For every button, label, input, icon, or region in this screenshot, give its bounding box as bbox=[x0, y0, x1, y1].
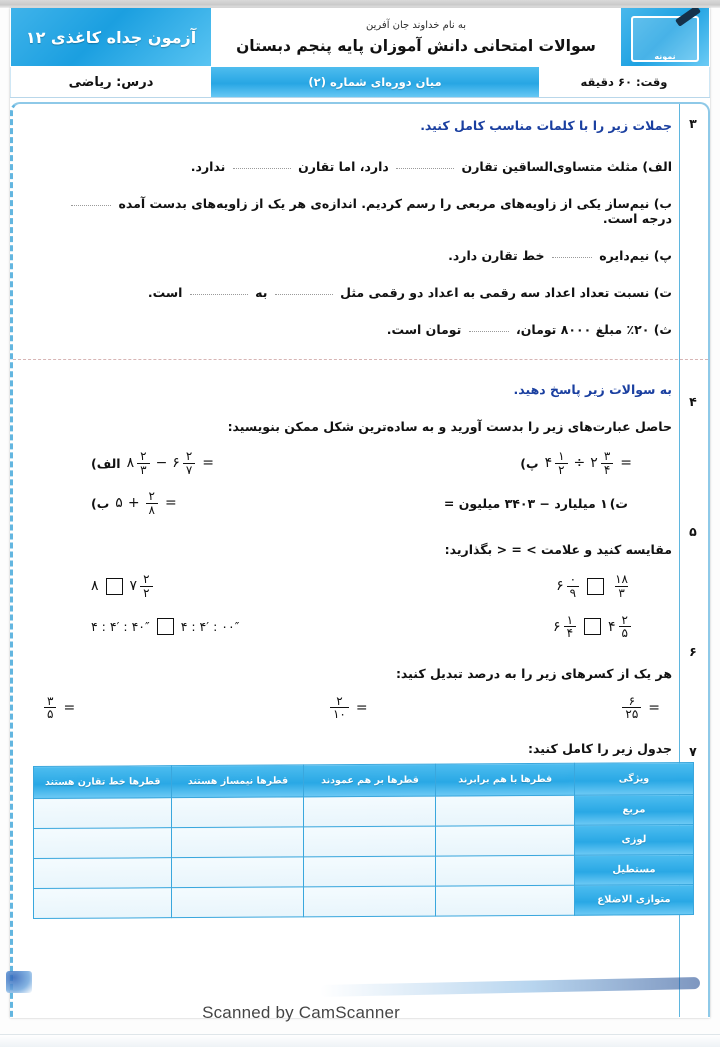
q6-number: ۶ bbox=[689, 644, 697, 659]
q3-title: جملات زیر را با کلمات مناسب کامل کنید. bbox=[420, 118, 672, 133]
q3-pe-text-2: خط تقارن دارد. bbox=[448, 248, 545, 263]
q5-r2-answer-box[interactable] bbox=[584, 618, 601, 635]
q3-be-text-1: ب) نیم‌ساز یکی از زاویه‌های مربعی را رسم کردیم. اندازه‌ی هر یک از زاویه‌های بدست آمده bbox=[118, 196, 672, 211]
q4-be-equals: = bbox=[165, 495, 177, 512]
q6-f1-den: ۵ bbox=[44, 707, 56, 721]
q4-pe-num-1: ۱ bbox=[558, 449, 565, 463]
page-title: سوالات امتحانی دانش آموزان پایه پنجم دبستان bbox=[236, 36, 596, 55]
q4-alef-equals: = bbox=[202, 455, 215, 472]
q5-l2-right-time: ۴ : ۴′ : ۰۰″ bbox=[180, 619, 240, 635]
q5-compare-row-2 bbox=[31, 614, 672, 640]
q6-frac-2 bbox=[330, 695, 349, 721]
table-cell[interactable] bbox=[436, 855, 574, 886]
q5-r2-right-num: ۱ bbox=[566, 612, 574, 627]
publisher-logo bbox=[621, 8, 710, 66]
q6-f2-equals: = bbox=[355, 699, 368, 716]
table-cell[interactable] bbox=[172, 827, 304, 858]
q4-expr-pe bbox=[520, 450, 632, 476]
q4-pe-num-2: ۳ bbox=[603, 449, 611, 463]
table-col-equal: قطرها با هم برابرند bbox=[436, 763, 574, 796]
q3-number: ۳ bbox=[689, 116, 697, 131]
q5-title: مقایسه کنید و علامت > = < بگذارید: bbox=[444, 542, 672, 558]
q6-f1-num: ۳ bbox=[47, 693, 54, 708]
table-cell[interactable] bbox=[436, 795, 574, 826]
table-cell[interactable] bbox=[436, 885, 574, 916]
q5-compare-row-1 bbox=[31, 573, 672, 599]
q5-r1-right-frac bbox=[567, 573, 579, 599]
table-cell[interactable] bbox=[304, 796, 436, 827]
header-row-secondary bbox=[10, 66, 710, 97]
q3-item-be bbox=[31, 196, 672, 226]
table-cell[interactable] bbox=[172, 797, 304, 828]
q4-be-num: ۲ bbox=[148, 489, 155, 504]
q5-r2-right-den: ۴ bbox=[564, 626, 576, 640]
scanned-by-watermark: Scanned by CamScanner bbox=[202, 1003, 400, 1022]
table-cell[interactable] bbox=[304, 856, 436, 887]
q5-l2-left-time: ۴ : ۴′ : ۴۰″ bbox=[91, 619, 150, 635]
exam-header bbox=[10, 8, 710, 98]
q5-r1-right-whole: ۶ bbox=[556, 578, 564, 595]
q4-alef-den-1: ۳ bbox=[137, 463, 149, 477]
q4-te-label: ت) bbox=[609, 495, 628, 511]
q5-r1-left-frac bbox=[612, 573, 631, 599]
table-header-row bbox=[34, 762, 694, 798]
table-cell[interactable] bbox=[172, 887, 304, 918]
q3-te-text-2: به bbox=[255, 285, 268, 300]
q4-alef-label: الف) bbox=[91, 455, 121, 471]
q4-be-den: ۸ bbox=[146, 503, 158, 517]
q5-number: ۵ bbox=[689, 524, 697, 539]
q5-compare-left-2 bbox=[91, 618, 239, 635]
q3-se-blank[interactable] bbox=[469, 331, 509, 332]
table-row-label-rhombus: لوزی bbox=[574, 824, 693, 855]
q3-pe-text-1: پ) نیم‌دایره bbox=[599, 248, 672, 263]
q3-item-se bbox=[31, 322, 672, 337]
q4-te-text: ۱ میلیارد − ۳۴۰۳ میلیون = bbox=[443, 495, 608, 511]
logo-word: نمونه bbox=[654, 52, 676, 61]
q4-pe-operator: ÷ bbox=[573, 455, 586, 472]
q4-alef-frac-2 bbox=[183, 450, 195, 476]
q6-fraction-3 bbox=[621, 695, 660, 721]
q5-l1-left-whole: ۸ bbox=[91, 578, 99, 595]
answers-content bbox=[13, 382, 708, 756]
q5-compare-right-1 bbox=[556, 573, 632, 599]
table-cell[interactable] bbox=[172, 857, 304, 888]
q4-be-whole-1: ۵ bbox=[115, 495, 123, 512]
table-cell[interactable] bbox=[34, 798, 172, 829]
q7-table-wrap bbox=[13, 764, 708, 917]
q5-l1-right-den: ۲ bbox=[140, 586, 152, 600]
q3-alef-text-2: دارد، اما تقارن bbox=[298, 159, 389, 174]
q4-alef-whole-2: ۶ bbox=[172, 455, 180, 472]
q6-f3-equals: = bbox=[648, 699, 660, 716]
q3-alef-blank-2[interactable] bbox=[233, 168, 291, 169]
q3-te-blank-2[interactable] bbox=[190, 294, 248, 295]
q4-expr-be bbox=[91, 490, 177, 516]
section-divider bbox=[13, 359, 708, 360]
table-row-label-rectangle: مستطیل bbox=[574, 854, 693, 885]
q3-be-text-2: درجه است. bbox=[602, 211, 672, 226]
table-col-symmetry: قطرها خط تقارن هستند bbox=[34, 766, 172, 799]
table-body bbox=[34, 794, 694, 918]
q5-compare-left-1 bbox=[91, 573, 154, 599]
q5-compare-right-2 bbox=[553, 614, 632, 640]
q3-te-blank-1[interactable] bbox=[275, 294, 333, 295]
q4-pe-equals: = bbox=[620, 455, 632, 472]
q4-pe-whole-2: ۲ bbox=[590, 455, 598, 472]
table-cell[interactable] bbox=[34, 828, 172, 859]
q5-l2-answer-box[interactable] bbox=[157, 618, 174, 635]
q4-alef-operator: − bbox=[155, 455, 168, 472]
q6-f2-den: ۱۰ bbox=[330, 707, 349, 721]
q4-pe-whole-1: ۴ bbox=[544, 455, 553, 472]
q5-r2-right-frac bbox=[564, 614, 576, 640]
q4-expr-row-2 bbox=[31, 490, 672, 516]
q3-alef-text-3: ندارد. bbox=[190, 159, 226, 174]
q3-te-text-1: ت) نسبت تعداد اعداد سه رقمی به اعداد دو رقمی مثل bbox=[340, 285, 672, 300]
table-cell[interactable] bbox=[34, 888, 172, 919]
q6-f2-num: ۲ bbox=[336, 693, 343, 708]
shape-properties-table bbox=[33, 762, 694, 919]
exam-subject: درس: ریاضی bbox=[10, 67, 211, 97]
exam-duration: وقت: ۶۰ دقیقه bbox=[539, 67, 710, 97]
q5-r1-right-num: ۰ bbox=[569, 572, 577, 587]
table-head bbox=[34, 762, 694, 798]
table-col-bisector: قطرها نیمساز هستند bbox=[172, 765, 304, 798]
q4-title: حاصل عبارت‌های زیر را بدست آورید و به ساده‌ترین شکل ممکن بنویسید: bbox=[227, 419, 672, 434]
q5-r2-left-whole: ۴ bbox=[608, 618, 616, 635]
table-cell[interactable] bbox=[34, 858, 172, 889]
q6-fraction-1 bbox=[43, 695, 75, 721]
q6-frac-1 bbox=[44, 695, 56, 721]
exam-period: میان دوره‌ای شماره (۲) bbox=[211, 67, 539, 97]
q4-alef-den-2: ۷ bbox=[183, 463, 195, 477]
q5-r1-answer-box[interactable] bbox=[587, 578, 604, 595]
q3-alef-text-1: الف) مثلث متساوی‌الساقین تقارن bbox=[461, 159, 672, 174]
q4-pe-frac-1 bbox=[555, 450, 567, 476]
table-cell[interactable] bbox=[304, 826, 436, 857]
q4-expr-row-1 bbox=[31, 450, 672, 476]
table-col-perp: قطرها بر هم عمودند bbox=[304, 764, 436, 797]
questions-content bbox=[13, 118, 708, 337]
q5-r1-right-den: ۹ bbox=[567, 586, 579, 600]
q5-r1-left-den: ۳ bbox=[615, 586, 627, 600]
q3-item-alef bbox=[31, 159, 672, 174]
table-cell[interactable] bbox=[304, 886, 436, 917]
q7-number: ۷ bbox=[689, 744, 697, 759]
scan-footer bbox=[0, 1001, 720, 1033]
q5-r1-left-num: ۱۸ bbox=[615, 572, 628, 587]
q5-l1-right-num: ۲ bbox=[143, 572, 150, 587]
q4-pe-frac-2 bbox=[601, 450, 613, 476]
q3-se-text-1: ث) ۲۰٪ مبلغ ۸۰۰۰ تومان، bbox=[516, 322, 672, 337]
exam-badge: آزمون جداه کاغذی ۱۲ bbox=[10, 8, 211, 66]
q6-f1-equals: = bbox=[63, 699, 76, 716]
table-col-feature: ویژگی bbox=[574, 762, 693, 795]
q5-r2-right-whole: ۶ bbox=[553, 618, 561, 635]
q6-f3-den: ۲۵ bbox=[622, 707, 641, 721]
q3-se-text-2: تومان است. bbox=[386, 322, 462, 337]
table-row bbox=[34, 824, 694, 858]
q4-pe-den-1: ۲ bbox=[555, 463, 567, 477]
q6-fraction-2 bbox=[329, 695, 368, 721]
answer-section-heading: به سوالات زیر پاسخ دهید. bbox=[513, 382, 672, 397]
bismillah-line: به نام خداوند جان آفرین bbox=[366, 19, 466, 31]
table-row bbox=[34, 794, 694, 828]
q4-alef-num-2: ۲ bbox=[185, 449, 193, 463]
q4-pe-den-2: ۴ bbox=[601, 463, 613, 477]
q6-f3-num: ۶ bbox=[628, 693, 636, 708]
table-row-label-square: مربع bbox=[574, 794, 693, 825]
q4-be-frac bbox=[146, 490, 158, 516]
q4-number: ۴ bbox=[689, 394, 697, 409]
q5-l1-answer-box[interactable] bbox=[106, 578, 123, 595]
q4-pe-label: پ) bbox=[520, 455, 539, 471]
q5-l1-right-frac bbox=[140, 573, 152, 599]
table-cell[interactable] bbox=[436, 825, 574, 856]
header-row-primary bbox=[10, 8, 710, 66]
scan-smudge-left bbox=[6, 971, 32, 993]
table-row-label-parallelogram: متوازی الاضلاع bbox=[574, 884, 693, 915]
top-grey-strip bbox=[0, 0, 720, 8]
scanned-sheet bbox=[10, 8, 710, 1018]
q3-alef-blank-1[interactable] bbox=[396, 168, 454, 169]
q4-be-label: ب) bbox=[91, 495, 110, 511]
q3-item-te bbox=[31, 285, 672, 300]
q5-l1-right-whole: ۷ bbox=[129, 578, 138, 595]
header-title-block bbox=[211, 8, 621, 66]
q5-r2-left-frac bbox=[619, 614, 631, 640]
q6-title: هر یک از کسرهای زیر را به درصد تبدیل کنید: bbox=[395, 665, 672, 681]
q4-expr-te bbox=[444, 496, 632, 511]
table-row bbox=[34, 854, 694, 888]
q4-be-operator: + bbox=[127, 495, 140, 512]
exam-body bbox=[10, 102, 710, 1017]
q7-title: جدول زیر را کامل کنید: bbox=[528, 740, 672, 756]
q6-frac-3 bbox=[622, 695, 641, 721]
table-row bbox=[34, 884, 694, 918]
q5-r2-left-den: ۵ bbox=[619, 626, 631, 640]
q3-pe-blank[interactable] bbox=[552, 257, 592, 258]
q6-fractions-row bbox=[31, 695, 672, 721]
q3-be-blank[interactable] bbox=[71, 205, 111, 206]
q4-alef-frac-1 bbox=[137, 450, 149, 476]
q3-item-pe bbox=[31, 248, 672, 263]
q4-alef-whole-1: ۸ bbox=[126, 455, 135, 472]
page-bottom-edge bbox=[0, 1034, 720, 1047]
q4-expr-alef bbox=[91, 450, 214, 476]
q3-te-text-3: است. bbox=[147, 285, 183, 300]
q5-r2-left-num: ۲ bbox=[621, 612, 628, 627]
q4-alef-num-1: ۲ bbox=[140, 449, 147, 463]
